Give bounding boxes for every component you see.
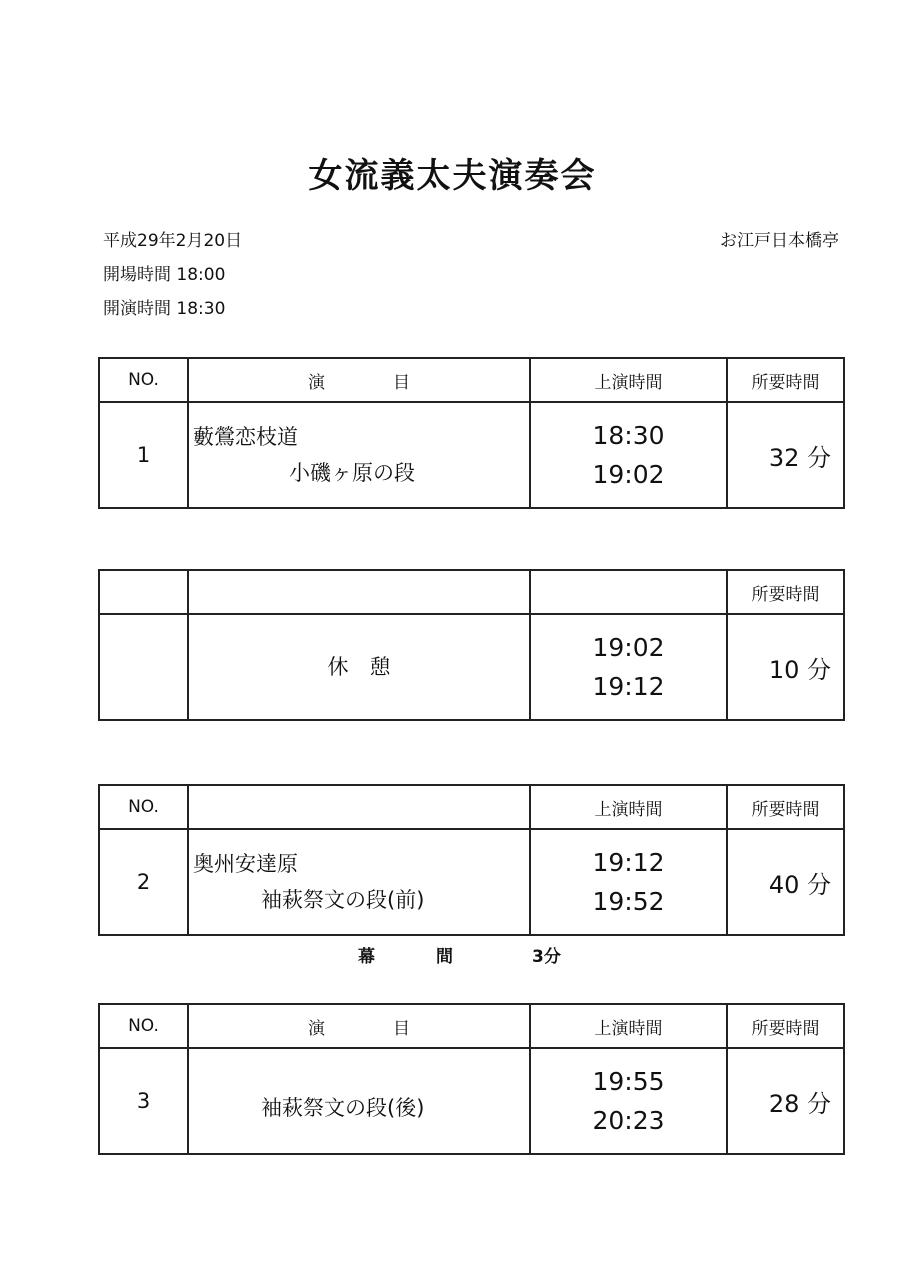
table-header-row xyxy=(99,570,844,614)
show-time-cell xyxy=(530,402,727,508)
header-program-empty xyxy=(188,785,530,829)
program-table-1 xyxy=(98,357,845,509)
item-number: 1 xyxy=(99,402,188,508)
table-row xyxy=(99,402,844,508)
end-time: 19:02 xyxy=(592,460,665,489)
program-table-2 xyxy=(98,784,845,936)
program-table-3 xyxy=(98,1003,845,1155)
item-number xyxy=(99,614,188,720)
table-row xyxy=(99,614,844,720)
duration: 10 分 xyxy=(727,614,844,720)
show-time-cell xyxy=(530,614,727,720)
program-table-break xyxy=(98,569,845,721)
work-title: 藪鶯恋枝道 xyxy=(193,425,298,449)
header-no: NO. xyxy=(99,358,188,402)
start-time: 19:55 xyxy=(592,1067,665,1096)
start-time: 19:12 xyxy=(592,848,665,877)
start-time: 18:30 xyxy=(592,421,665,450)
header-no: NO. xyxy=(99,785,188,829)
break-label: 休 憩 xyxy=(327,655,391,679)
doors-open-time: 開場時間 18:00 xyxy=(103,265,226,285)
program-cell xyxy=(188,402,530,508)
header-show-time: 上演時間 xyxy=(530,1004,727,1048)
show-time-cell xyxy=(530,1048,727,1154)
work-title: 奥州安達原 xyxy=(193,852,298,876)
table-header-row xyxy=(99,1004,844,1048)
table-header-row xyxy=(99,785,844,829)
duration: 40 分 xyxy=(727,829,844,935)
scene-title: 小磯ヶ原の段 xyxy=(289,461,415,485)
header-program-empty xyxy=(188,570,530,614)
header-duration: 所要時間 xyxy=(727,570,844,614)
end-time: 19:52 xyxy=(592,887,665,916)
scene-title: 袖萩祭文の段(前) xyxy=(261,888,425,912)
header-duration: 所要時間 xyxy=(727,1004,844,1048)
show-time-cell xyxy=(530,829,727,935)
table-row xyxy=(99,1048,844,1154)
end-time: 20:23 xyxy=(592,1106,665,1135)
program-cell xyxy=(188,614,530,720)
program-cell xyxy=(188,829,530,935)
item-number: 3 xyxy=(99,1048,188,1154)
header-program: 演 目 xyxy=(188,358,530,402)
header-duration: 所要時間 xyxy=(727,785,844,829)
performance-date: 平成29年2月20日 xyxy=(103,231,243,251)
intermission-label-2: 間 xyxy=(436,947,453,967)
duration: 28 分 xyxy=(727,1048,844,1154)
venue: お江戸日本橋亭 xyxy=(720,231,839,251)
duration: 32 分 xyxy=(727,402,844,508)
curtain-time: 開演時間 18:30 xyxy=(103,299,226,319)
table-header-row xyxy=(99,358,844,402)
intermission-time: 3分 xyxy=(532,947,561,967)
header-program: 演 目 xyxy=(188,1004,530,1048)
header-show-time-empty xyxy=(530,570,727,614)
header-duration: 所要時間 xyxy=(727,358,844,402)
table-row xyxy=(99,829,844,935)
program-cell xyxy=(188,1048,530,1154)
intermission-label-1: 幕 xyxy=(358,947,375,967)
page-title: 女流義太夫演奏会 xyxy=(308,156,597,196)
header-no-empty xyxy=(99,570,188,614)
header-show-time: 上演時間 xyxy=(530,785,727,829)
end-time: 19:12 xyxy=(592,672,665,701)
scene-title: 袖萩祭文の段(後) xyxy=(261,1096,425,1120)
item-number: 2 xyxy=(99,829,188,935)
header-no: NO. xyxy=(99,1004,188,1048)
start-time: 19:02 xyxy=(592,633,665,662)
header-show-time: 上演時間 xyxy=(530,358,727,402)
